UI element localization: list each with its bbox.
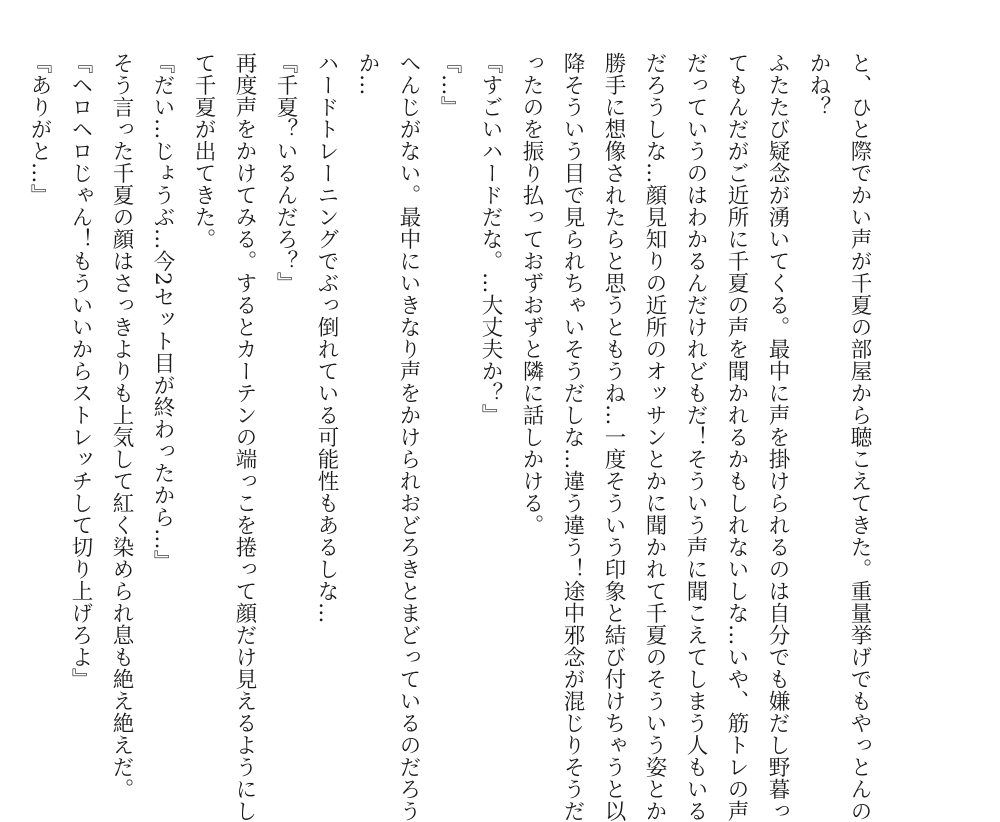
dialogue-line: 『千夏？いるんだろ？』 — [273, 52, 298, 294]
vertical-text-body — [19, 52, 880, 822]
text-line: てもんだがご近所に千夏の声を聞かれるかもしれないしな…いや、筋トレの声 — [724, 52, 749, 822]
dialogue-line: 『だい…じょうぶ…今2セット目が終わったから…』 — [150, 52, 175, 573]
dialogue-line: 『ヘロヘロじゃん！もういいからストレッチして切り上げろよ』 — [68, 52, 93, 690]
dialogue-line: 『ありがと…』 — [27, 52, 52, 206]
text-line: か… — [355, 52, 380, 96]
dialogue-line: 『…』 — [437, 52, 462, 118]
text-line: そう言った千夏の顔はさっきよりも上気して紅く染められ息も絶え絶えだ。 — [109, 52, 134, 800]
text-line: 再度声をかけてみる。するとカーテンの端っこを捲って顔だけ見えるようにし — [232, 52, 257, 822]
text-line: だろうしな…顔見知りの近所のオッサンとかに聞かれて千夏のそういう姿とか — [642, 52, 667, 822]
text-line: へんじがない。最中にいきなり声をかけられおどろきとまどっているのだろう — [396, 52, 421, 822]
text-line: 降そういう目で見られちゃいそうだしな…違う違う！途中邪念が混じりそうだ — [560, 52, 585, 822]
text-line: だっていうのはわかるんだけれどもだ！そういう声に聞こえてしまう人もいる — [683, 52, 708, 822]
text-line: かね？ — [806, 52, 831, 118]
text-line: ったのを振り払っておずおずと隣に話しかける。 — [519, 52, 544, 536]
text-line: ハードトレーニングでぶっ倒れている可能性もあるしな… — [314, 52, 339, 624]
text-line: 勝手に想像されたらと思うともうね…一度そういう印象と結び付けちゃうと以 — [601, 52, 626, 822]
text-line: と、ひと際でかい声が千夏の部屋から聴こえてきた。重量挙げでもやっとんの — [847, 52, 872, 822]
text-line: ふたたび疑念が湧いてくる。最中に声を掛けられるのは自分でも嫌だし野暮っ — [765, 52, 790, 822]
text-line: て千夏が出てきた。 — [191, 52, 216, 250]
dialogue-line: 『すごいハードだな。…大丈夫か？』 — [478, 52, 503, 426]
